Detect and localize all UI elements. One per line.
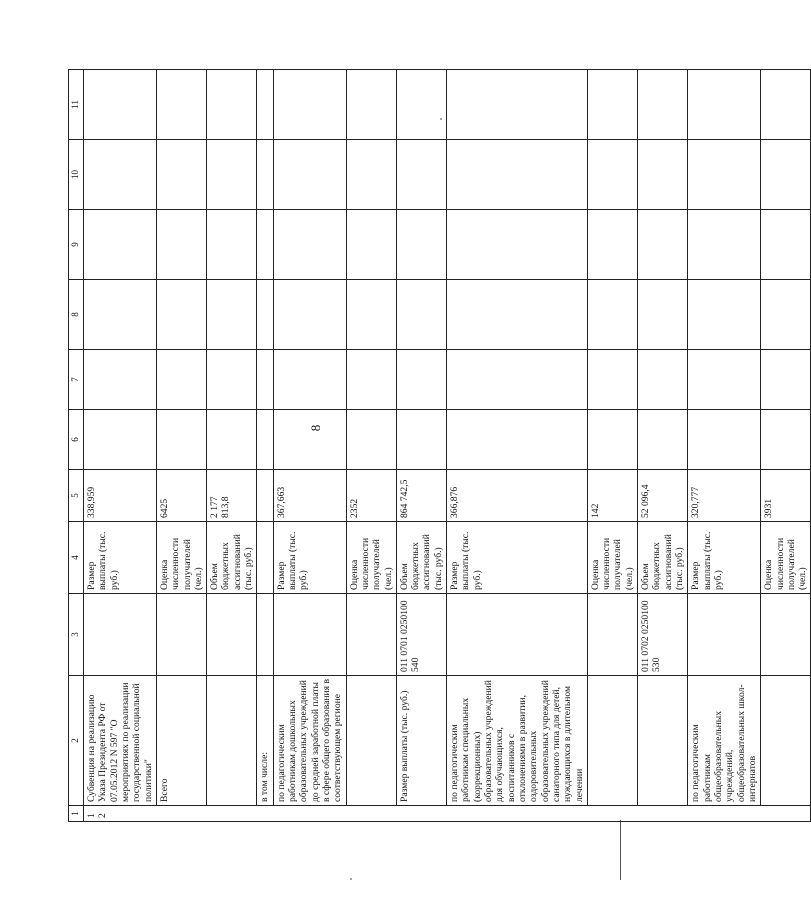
empty-cell bbox=[207, 70, 257, 140]
cell-col2: Субвенция на реализацию Указа Президента РФ от 07.05.2012 N 597 "О мероприятиях по реализации государственной социальной политики" bbox=[84, 676, 157, 806]
header-cell: 5 bbox=[69, 470, 84, 522]
table-row bbox=[447, 70, 588, 822]
empty-cell bbox=[257, 70, 273, 140]
page-number: 8 bbox=[308, 424, 323, 432]
cell-col4: Размер выплаты (тыс. руб.) bbox=[84, 522, 157, 594]
cell-col3 bbox=[761, 594, 811, 676]
cell-col5: 2352 bbox=[346, 470, 396, 522]
cell-col4: Объем бюджетных ассигнований (тыс. руб.) bbox=[638, 522, 688, 594]
empty-cell bbox=[273, 350, 346, 410]
cell-col3 bbox=[688, 594, 761, 676]
scan-edge-mark bbox=[620, 820, 621, 880]
empty-cell bbox=[257, 410, 273, 470]
empty-cell bbox=[638, 350, 688, 410]
header-cell: 11 bbox=[69, 70, 84, 140]
header-cell: 1 bbox=[69, 806, 84, 822]
empty-cell bbox=[257, 140, 273, 210]
empty-cell bbox=[257, 350, 273, 410]
header-cell: 4 bbox=[69, 522, 84, 594]
empty-cell bbox=[761, 350, 811, 410]
empty-cell bbox=[156, 410, 206, 470]
empty-cell bbox=[273, 140, 346, 210]
cell-col2 bbox=[207, 676, 257, 806]
empty-cell bbox=[84, 70, 157, 140]
empty-cell bbox=[688, 350, 761, 410]
empty-cell bbox=[587, 70, 637, 140]
cell-col2 bbox=[587, 676, 637, 806]
cell-col3 bbox=[84, 594, 157, 676]
cell-col5: 366,876 bbox=[447, 470, 588, 522]
cell-col3 bbox=[346, 594, 396, 676]
empty-cell bbox=[396, 350, 446, 410]
empty-cell bbox=[84, 140, 157, 210]
empty-cell bbox=[447, 210, 588, 280]
empty-cell bbox=[346, 210, 396, 280]
cell-col3 bbox=[273, 594, 346, 676]
cell-col3 bbox=[156, 594, 206, 676]
empty-cell bbox=[761, 140, 811, 210]
empty-cell bbox=[638, 70, 688, 140]
table-row bbox=[638, 70, 688, 822]
header-cell: 7 bbox=[69, 350, 84, 410]
cell-col5: 52 096,4 bbox=[638, 470, 688, 522]
empty-cell bbox=[346, 350, 396, 410]
cell-col4: Объем бюджетных ассигнований (тыс. руб.) bbox=[396, 522, 446, 594]
cell-col3 bbox=[257, 594, 273, 676]
empty-cell bbox=[447, 350, 588, 410]
empty-cell bbox=[396, 280, 446, 350]
empty-cell bbox=[396, 70, 446, 140]
cell-col4 bbox=[257, 522, 273, 594]
cell-col4: Оценка численности получателей (чел.) bbox=[156, 522, 206, 594]
empty-cell bbox=[84, 350, 157, 410]
empty-cell bbox=[396, 210, 446, 280]
empty-cell bbox=[638, 280, 688, 350]
cell-col4: Оценка численности получателей (чел.) bbox=[587, 522, 637, 594]
empty-cell bbox=[84, 210, 157, 280]
empty-cell bbox=[761, 280, 811, 350]
empty-cell bbox=[84, 410, 157, 470]
header-cell: 8 bbox=[69, 280, 84, 350]
cell-col2 bbox=[761, 676, 811, 806]
header-cell: 6 bbox=[69, 410, 84, 470]
header-cell: 2 bbox=[69, 676, 84, 806]
cell-col2: по педагогическим работникам общеобразовательных учреждений, общеобразовательных школ-интернатов bbox=[688, 676, 761, 806]
table-row bbox=[156, 70, 206, 822]
table-row bbox=[207, 70, 257, 822]
empty-cell bbox=[207, 410, 257, 470]
empty-cell bbox=[346, 280, 396, 350]
empty-cell bbox=[587, 140, 637, 210]
empty-cell bbox=[346, 410, 396, 470]
table-row bbox=[84, 70, 157, 822]
empty-cell bbox=[273, 280, 346, 350]
empty-cell bbox=[688, 210, 761, 280]
cell-col5: 2 177 813,8 bbox=[207, 470, 257, 522]
empty-cell bbox=[688, 410, 761, 470]
empty-cell bbox=[587, 410, 637, 470]
cell-col4: Размер выплаты (тыс. руб.) bbox=[688, 522, 761, 594]
empty-cell bbox=[273, 70, 346, 140]
cell-col4: Объем бюджетных ассигнований (тыс. руб.) bbox=[207, 522, 257, 594]
cell-col4: Оценка численности получателей (чел.) bbox=[761, 522, 811, 594]
table-row bbox=[688, 70, 761, 822]
empty-cell bbox=[761, 70, 811, 140]
budget-table bbox=[68, 69, 811, 822]
cell-col3 bbox=[447, 594, 588, 676]
table-row bbox=[257, 70, 273, 822]
scan-speck bbox=[350, 878, 352, 880]
cell-col2: Размер выплаты (тыс. руб.) bbox=[396, 676, 446, 806]
cell-col3 bbox=[207, 594, 257, 676]
header-row bbox=[69, 70, 84, 822]
cell-col2: по педагогическим работникам дошкольных образовательных учреждений до средней заработной платы в сфере общего образования в соответствующем регионе bbox=[273, 676, 346, 806]
cell-col5: 338,959 bbox=[84, 470, 157, 522]
empty-cell bbox=[638, 210, 688, 280]
empty-cell bbox=[346, 140, 396, 210]
rotated-table-container bbox=[68, 70, 809, 822]
empty-cell bbox=[688, 70, 761, 140]
empty-cell bbox=[447, 280, 588, 350]
empty-cell bbox=[447, 70, 588, 140]
table-row bbox=[761, 70, 811, 822]
empty-cell bbox=[396, 140, 446, 210]
empty-cell bbox=[207, 140, 257, 210]
empty-cell bbox=[638, 410, 688, 470]
header-cell: 3 bbox=[69, 594, 84, 676]
empty-cell bbox=[688, 140, 761, 210]
cell-col3: 011 0701 0250100 540 bbox=[396, 594, 446, 676]
empty-cell bbox=[447, 410, 588, 470]
cell-col3: 011 0702 0250100 530 bbox=[638, 594, 688, 676]
empty-cell bbox=[273, 210, 346, 280]
empty-cell bbox=[761, 210, 811, 280]
cell-col2: Всего bbox=[156, 676, 206, 806]
cell-col5: 142 bbox=[587, 470, 637, 522]
empty-cell bbox=[156, 70, 206, 140]
cell-col2: в том числе: bbox=[257, 676, 273, 806]
empty-cell bbox=[761, 410, 811, 470]
cell-col4: Размер выплаты (тыс. руб.) bbox=[447, 522, 588, 594]
empty-cell bbox=[638, 140, 688, 210]
cell-col2: по педагогическим работникам специальных (коррекционных) образовательных учреждений для обучающихся, воспитанников с отклонениями в развитии, оздоровительных образовательных учреждений санаторного типа для детей, нуждающихся в длительном лечении bbox=[447, 676, 588, 806]
empty-cell bbox=[257, 280, 273, 350]
empty-cell bbox=[207, 280, 257, 350]
empty-cell bbox=[447, 140, 588, 210]
empty-cell bbox=[207, 210, 257, 280]
cell-col5 bbox=[257, 470, 273, 522]
empty-cell bbox=[156, 280, 206, 350]
header-cell: 9 bbox=[69, 210, 84, 280]
row-number-cell: 12 bbox=[84, 806, 811, 822]
empty-cell bbox=[587, 210, 637, 280]
empty-cell bbox=[84, 280, 157, 350]
empty-cell bbox=[207, 350, 257, 410]
empty-cell bbox=[273, 410, 346, 470]
cell-col2 bbox=[638, 676, 688, 806]
empty-cell bbox=[156, 140, 206, 210]
cell-col5: 6425 bbox=[156, 470, 206, 522]
table-row bbox=[396, 70, 446, 822]
cell-col5: 3931 bbox=[761, 470, 811, 522]
cell-col4: Размер выплаты (тыс. руб.) bbox=[273, 522, 346, 594]
empty-cell bbox=[587, 280, 637, 350]
empty-cell bbox=[156, 210, 206, 280]
header-cell: 10 bbox=[69, 140, 84, 210]
table-row bbox=[587, 70, 637, 822]
cell-col2 bbox=[346, 676, 396, 806]
empty-cell bbox=[257, 210, 273, 280]
empty-cell bbox=[688, 280, 761, 350]
cell-col5: 367,663 bbox=[273, 470, 346, 522]
table-row bbox=[273, 70, 346, 822]
cell-col4: Оценка численности получателей (чел.) bbox=[346, 522, 396, 594]
empty-cell bbox=[156, 350, 206, 410]
empty-cell bbox=[396, 410, 446, 470]
cell-col3 bbox=[587, 594, 637, 676]
table-row bbox=[346, 70, 396, 822]
cell-col5: 320,777 bbox=[688, 470, 761, 522]
cell-col5: 864 742,5 bbox=[396, 470, 446, 522]
empty-cell bbox=[346, 70, 396, 140]
empty-cell bbox=[587, 350, 637, 410]
